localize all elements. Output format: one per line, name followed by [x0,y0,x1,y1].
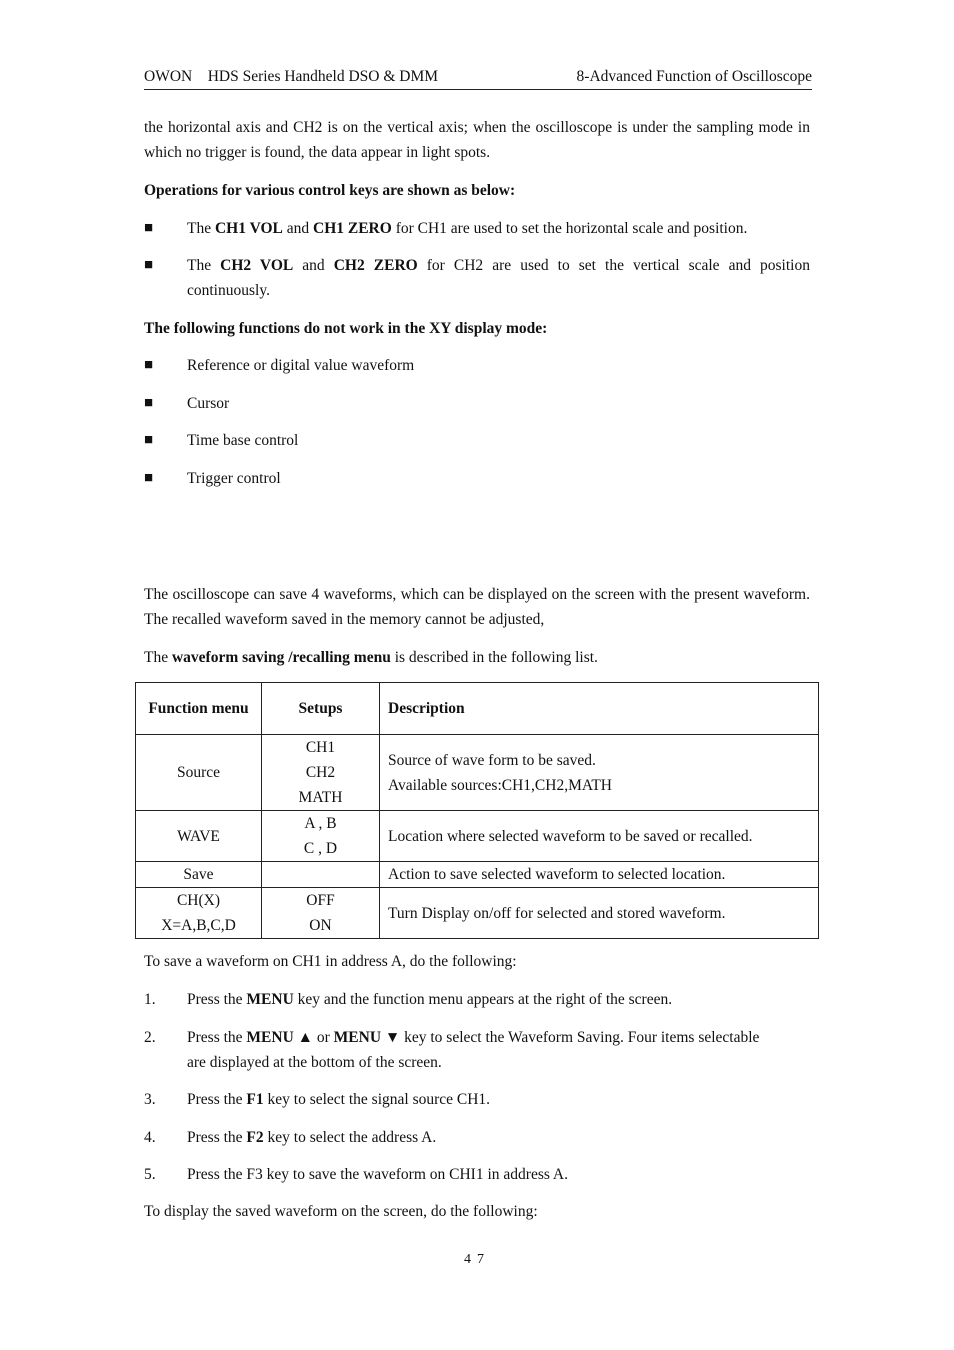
ops-bullet-text: The CH1 VOL and CH1 ZERO for CH1 are used to set the horizontal scale and position. [187,220,748,237]
table-cell-desc: Turn Display on/off for selected and stored waveform. [380,888,819,939]
save-paragraph: The oscilloscope can save 4 waveforms, which can be displayed on the screen with the present waveform. The recalled waveform saved in the memory cannot be adjusted, [144,586,810,628]
table-cell-setups: CH1 CH2 MATH [262,735,380,811]
table-row [136,811,819,862]
table-cell-setups [262,862,380,888]
table-cell-func: CH(X) X=A,B,C,D [136,888,262,939]
table-cell-func: Source [136,735,262,811]
bullet-mark: ■ [144,220,154,236]
table-cell-setups: OFF ON [262,888,380,939]
table-row [136,862,819,888]
display-intro: To display the saved waveform on the screen, do the following: [144,1203,538,1220]
save-steps-intro: To save a waveform on CH1 in address A, do the following: [144,953,517,970]
table-cell-desc: Action to save selected waveform to selected location. [380,862,819,888]
nowork-heading: The following functions do not work in the XY display mode: [144,320,548,337]
menu-intro: The waveform saving /recalling menu is described in the following list. [144,649,598,666]
table-cell-desc: Location where selected waveform to be saved or recalled. [380,811,819,862]
bullet-mark: ■ [144,357,154,373]
table-header-cell: Setups [262,683,380,735]
table-row [136,888,819,939]
nowork-bullet-text: Trigger control [187,470,281,487]
nowork-bullet-text: Time base control [187,432,299,449]
bullet-mark: ■ [144,257,154,273]
table-header-cell: Description [380,683,819,735]
waveform-menu-table [135,682,819,939]
table-header-row [136,683,819,735]
table-cell-desc: Source of wave form to be saved. Available sources:CH1,CH2,MATH [380,735,819,811]
nowork-bullet-text: Cursor [187,395,230,412]
table-row [136,735,819,811]
header-left: OWON HDS Series Handheld DSO & DMM [144,68,439,85]
ops-heading: Operations for various control keys are shown as below: [144,182,516,199]
table-header-cell: Function menu [136,683,262,735]
nowork-bullet-text: Reference or digital value waveform [187,357,415,374]
table-cell-func: WAVE [136,811,262,862]
table-cell-setups: A , B C , D [262,811,380,862]
page-number: 47 [464,1252,490,1267]
ops-bullet-text: The CH2 VOL and CH2 ZERO for CH2 are used to set the vertical scale and position continuously. [187,257,810,299]
header-right: 8-Advanced Function of Oscilloscope [576,68,812,85]
bullet-mark: ■ [144,395,154,411]
bullet-mark: ■ [144,432,154,448]
page-header [144,68,812,90]
table-cell-func: Save [136,862,262,888]
bullet-mark: ■ [144,470,154,486]
intro-paragraph: the horizontal axis and CH2 is on the vertical axis; when the oscilloscope is under the sampling mode in which no trigger is found, the data appear in light spots. [144,119,810,161]
